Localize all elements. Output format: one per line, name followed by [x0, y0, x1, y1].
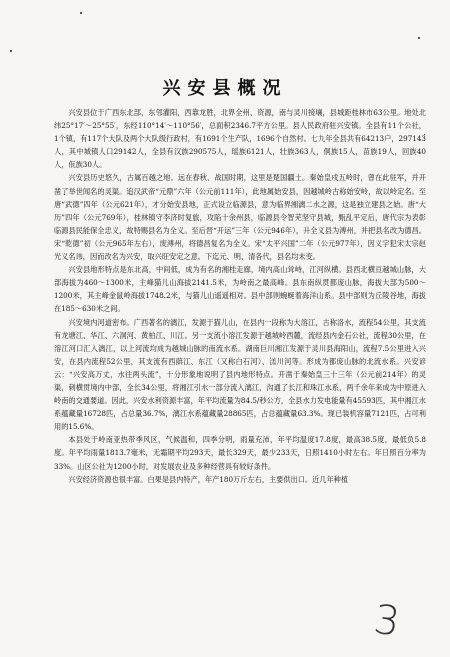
body-text — [54, 106, 426, 486]
paragraph-terrain: 兴安县地形特点是东北高，中间低，成为有名的湘桂走廊，境内高山耸峙，江河纵横。县西北横亘越城山脉，大部海拔为460～1300米，主峰猫儿山海拔2141.5米，为岭南之最高峰。县东南纵贯都庞山脉，海拔大部为500～1200米，其主峰金鼠岭海拔1748.2米，与猫儿山遥遥相对。县中部则蜿蜒着海洋山系。县中部则为丘陵谷地，海拔在185～630米之间。 — [54, 265, 426, 314]
ink-speck — [10, 50, 12, 52]
ink-speck — [80, 12, 82, 14]
paragraph-economy: 兴安经济资源也很丰富。白果是县内特产，年产180万斤左右，主要供出口。近几年种植 — [68, 474, 349, 484]
ink-speck — [418, 37, 420, 39]
paragraph-climate: 本县处于岭南亚热带季风区，气候温和，四季分明，雨量充沛，年平均温度17.8度，最高38.5度，最低负5.8度。年平均雨量1813.7毫米，无霜期平均293天，最长329天，最少233天，日照1410小时左右。年日照百分率为33%。山区公社为1200小时，对发展农业及多种经营具有较好条件。 — [54, 435, 426, 471]
page-title: 兴安县概况 — [162, 78, 288, 99]
paragraph-history: 兴安县历史悠久，古属百越之地。远在春秋、战国时期，这里是楚国疆土。秦始皇戍五岭时，曾在此驻军，并开凿了举世闻名的灵渠。追汉武帝“元鼎”六年（公元前111年），此地属始安县，因越城岭古称始安岭，故以岭定名。至唐“武德”四年（公元621年），才分始安县地，正式设立临源县，意为临界湘漓二水之源，这是独立建县之始。唐“大历”四年（公元769年），桂林镇守李济时复旅，攻陷十余州县，临源县令智芜坚守县城，甄乱平定后，唐代宗为表彰临源县民能保全忠义，故特赐县名为全义。至后晋“开运”三年（公元946年），升全义县为溥州，并把县名改为德昌。宋“乾德”初（公元965年左右），废溥州，将德昌复名为全义。宋“太平兴国”二年（公元977年），因义字犯宋太宗赵光义名讳，因而改名为兴安，取兴旺安定之意。下迄元、明、清各代，县名均未变。 — [54, 173, 426, 262]
paragraph-rivers: 兴安境内河道密布。广西著名的漓江，发源于猫儿山，在县内一段称为大溶江，古称洛水，流程54公里，其支流有龙塘江、华江、六洞河、黄柏江、川江。另一支流小溶江发源于越城岭西麓，流经县内金石公社，流程30公里，在溶江河口汇入漓江，以上河流均成为越城山脉的南流水系。湖南巨川湘江发源于灵川县海阳山，流程7.5公里进入兴安，在县内流程52公里，其支流有西蕻江、东江（又称白石河）、溔川河等。形成为都庞山脉的北流水系。兴安谚云：“兴安高万丈，水往两头流”，十分形象地说明了县内地形特点。开凿于秦始皇三十三年（公元前214年）的灵渠，刺横贯境内中部，全长34公里，将湘江引水一部分流入漓江，沟通了长江和珠江水系，两千余年来成为中原进入岭南的交通要道。因此，兴安水利资源丰富，年平均流量为84.5/秒公方，全县水力发电能量有45593匹，其中湘江水系蕴藏量16728匹，占总量36.7%，漓江水系蕴藏量28865匹，占总蕴藏量63.3%。现已装机容量7121匹，占可利用的15.6%。 — [54, 317, 426, 432]
paragraph-location: 兴安县位于广西东北部，东邻灌阳，西靠龙胜，北界全州、资源，南与灵川接壤，县城距桂林市63公里。地处北纬25°17′～25°55′，东经110°14′～110°56′，总面积2346.7平方公里。县人民政府驻兴安镇。全县有11个公社，1个镇，有117个大队及两个大队级行政村，有1691个生产队，1696个自然村。七九年全县共有64213户，297143人，其中城镇人口29142人，全县有汉族290575人，瑶族6121人，壮族363人，侗族15人，苗族19人，回族40人，佤族30人。 — [54, 108, 426, 170]
page-number: 3 — [370, 596, 403, 646]
